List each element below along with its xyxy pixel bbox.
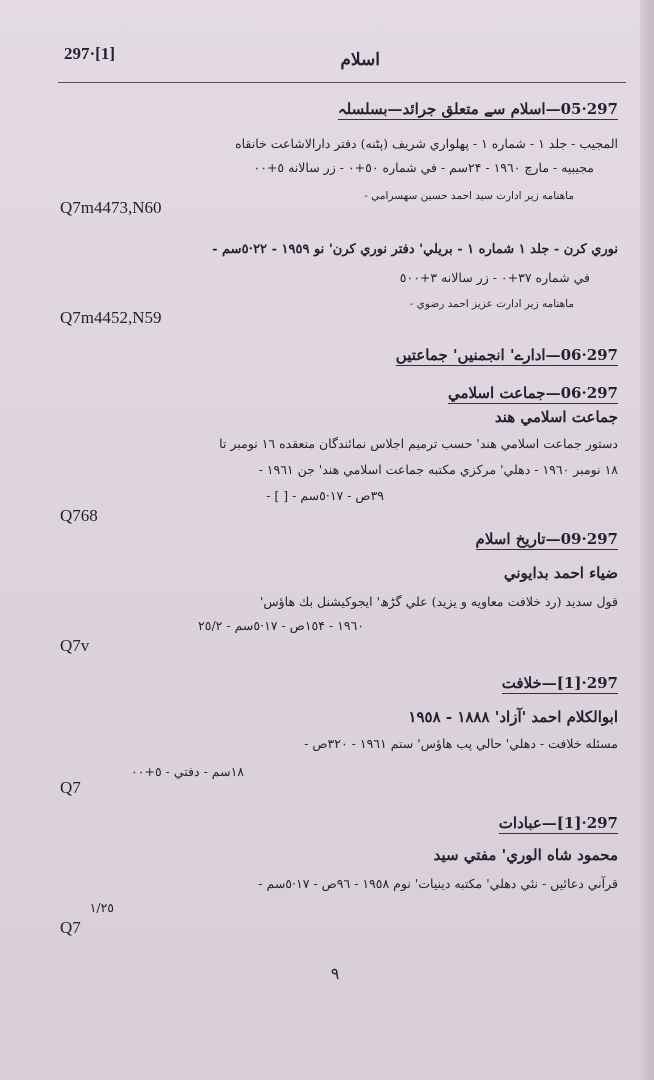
section-heading: 297·06—ادارے' انجمنیں' جماعتیں [395,346,618,364]
entry-line: ١٩٦٠ - ١٥۴ص - ١٧·٥سم - ٢٥/٢ [198,618,364,633]
call-number: Q7 [60,918,81,937]
page-footer-mark: ٩ [330,964,340,983]
entry-author: ابوالكلام احمد 'آزاد' ١٨٨٨ - ١٩٥٨ [408,708,618,726]
entry-line: مسئله خلافت - دهلي' حالي پب هاؤس' ستم ١٩٦١ - ٣٢٠ص - [304,736,618,751]
call-number: Q7m4452,N59 [60,308,162,327]
entry-line: مجيبيه - مارچ ١٩٦٠ - ٢۴سم - في شماره ٥٠+٠ - زر سالانه ٥+٠٠ [253,160,594,175]
entry-note: ماهنامه زير ادارت عزيز احمد رضوي - [409,298,574,310]
section-heading: 297·09—تاريخ اسلام [475,530,618,548]
entry-line: ٣٩ص - ١٧·٥سم - [ ] - [266,488,384,503]
page-edge [640,0,654,1080]
page-header-number: 297·[1] [64,44,115,63]
call-number: Q7v [60,636,90,655]
entry-author: ضياء احمد بدايوني [503,564,618,582]
section-heading: 297·[1]—عبادات [498,814,618,832]
page-header-title: اسلام [340,50,380,70]
call-number: Q7 [60,778,81,797]
entry-note: ماهنامه زير ادارت سيد احمد حسين سهسرامي - [364,190,574,202]
entry-line: ١/٢٥ [89,900,114,915]
entry-line: ١٨سم - دفتي - ٥+٠٠ [131,764,244,779]
call-number: Q7m4473,N60 [60,198,162,217]
entry-line: نوري كرن - جلد ١ شماره ١ - بريلي' دفتر نوري كرن' نو ١٩٥٩ - ٢٢·٥سم - [212,242,618,257]
section-heading: 297·06—جماعت اسلامي [447,384,618,402]
header-rule [58,82,626,83]
entry-author: جماعت اسلامي هند [494,408,618,426]
entry-line: قرآني دعائيں - نئي دهلي' مكتبه دينيات' نوم ١٩٥٨ - ٩٦ص - ١٧·٥سم - [258,876,618,891]
entry-line: ١٨ نومبر ١٩٦٠ - دهلي' مركزي مكتبه جماعت اسلامي هند' جن ١٩٦١ - [258,462,618,477]
entry-line: قول سديد (رد خلافت معاويه و يزيد) علي گڑھ' ايجوكيشنل بك هاؤس' [259,594,618,609]
call-number: Q768 [60,506,98,525]
entry-author: محمود شاه الوري' مفتي سيد [433,846,618,864]
entry-line: في شماره ٣٧+٠ - زر سالانه ٣+٥٠٠ [399,270,590,285]
entry-line: المجيب - جلد ١ - شماره ١ - پهلواري شريف (پٹنه) دفتر دارالاشاعت خانقاه [235,136,618,151]
entry-line: دستور جماعت اسلامي هند' حسب ترميم اجلاس نمائندگان منعقده ١٦ نومبر تا [219,436,618,451]
section-heading: 297·05—اسلام سے متعلق جرائد—بسلسلہ [337,100,618,118]
section-heading: 297·[1]—خلافت [501,674,618,692]
